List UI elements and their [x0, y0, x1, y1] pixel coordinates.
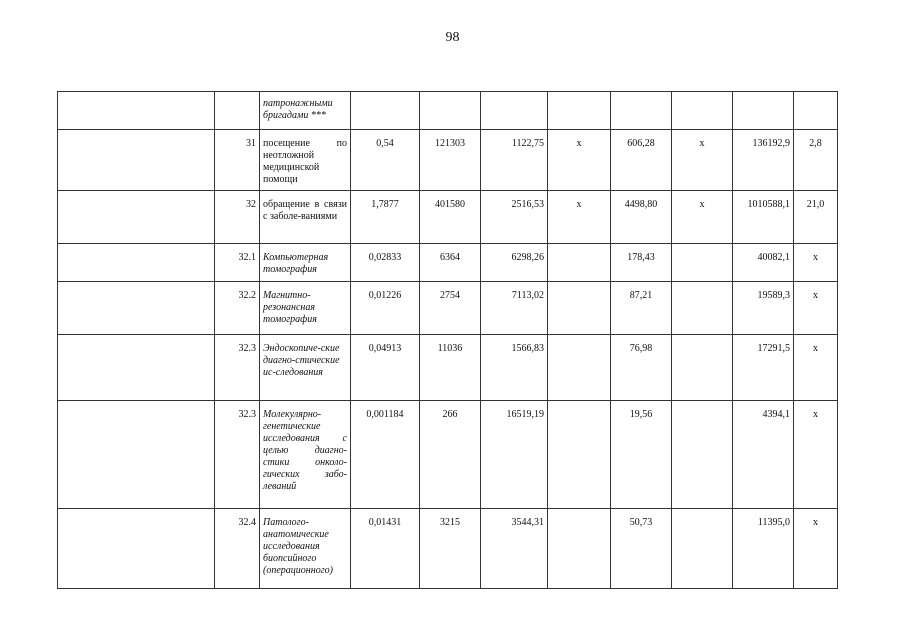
- table-row: [58, 401, 838, 509]
- value-cell: 6364: [420, 244, 481, 282]
- value-cell: х: [672, 130, 733, 191]
- value-cell: [481, 92, 548, 130]
- row-number-cell: 32.1: [215, 244, 260, 282]
- empty-cell: [58, 282, 215, 335]
- value-cell: 2516,53: [481, 191, 548, 244]
- row-name-cell: Компьютерная томография: [260, 244, 351, 282]
- value-cell: 1566,83: [481, 335, 548, 401]
- value-cell: [672, 244, 733, 282]
- table-row: [58, 335, 838, 401]
- empty-cell: [58, 130, 215, 191]
- value-cell: 17291,5: [733, 335, 794, 401]
- value-cell: 1,7877: [351, 191, 420, 244]
- empty-cell: [58, 244, 215, 282]
- value-cell: 11395,0: [733, 509, 794, 589]
- value-cell: [420, 92, 481, 130]
- table-row: [58, 244, 838, 282]
- value-cell: [548, 244, 611, 282]
- value-cell: 4394,1: [733, 401, 794, 509]
- value-cell: [611, 92, 672, 130]
- value-cell: 50,73: [611, 509, 672, 589]
- value-cell: 19589,3: [733, 282, 794, 335]
- empty-cell: [58, 401, 215, 509]
- value-cell: х: [548, 130, 611, 191]
- value-cell: 0,02833: [351, 244, 420, 282]
- value-cell: [548, 92, 611, 130]
- value-cell: 266: [420, 401, 481, 509]
- value-cell: 1010588,1: [733, 191, 794, 244]
- value-cell: х: [794, 282, 838, 335]
- row-number-cell: 32: [215, 191, 260, 244]
- table-row: [58, 191, 838, 244]
- row-number-cell: 32.2: [215, 282, 260, 335]
- empty-cell: [58, 191, 215, 244]
- row-name-cell: посещение по неотложной медицинской помощи: [260, 130, 351, 191]
- value-cell: [548, 335, 611, 401]
- table-row: [58, 130, 838, 191]
- value-cell: 0,001184: [351, 401, 420, 509]
- value-cell: 401580: [420, 191, 481, 244]
- row-name-cell: Эндоскопиче-ские диагно-стические ис-следования: [260, 335, 351, 401]
- row-number-cell: 32.3: [215, 401, 260, 509]
- value-cell: [794, 92, 838, 130]
- value-cell: [548, 282, 611, 335]
- table-row: [58, 509, 838, 589]
- value-cell: 606,28: [611, 130, 672, 191]
- value-cell: [672, 282, 733, 335]
- value-cell: х: [794, 335, 838, 401]
- row-number-cell: 32.4: [215, 509, 260, 589]
- value-cell: [672, 401, 733, 509]
- value-cell: 16519,19: [481, 401, 548, 509]
- value-cell: 3215: [420, 509, 481, 589]
- page-number: 98: [445, 30, 460, 45]
- value-cell: 40082,1: [733, 244, 794, 282]
- row-number-cell: 32.3: [215, 335, 260, 401]
- empty-cell: [58, 509, 215, 589]
- table-row: [58, 282, 838, 335]
- value-cell: [672, 335, 733, 401]
- value-cell: х: [794, 401, 838, 509]
- value-cell: 136192,9: [733, 130, 794, 191]
- value-cell: [548, 509, 611, 589]
- value-cell: 0,01431: [351, 509, 420, 589]
- value-cell: [672, 92, 733, 130]
- value-cell: 21,0: [794, 191, 838, 244]
- value-cell: 11036: [420, 335, 481, 401]
- row-name-cell: Молекулярно-генетические исследования с целью диагно-стики онколо-гических забо-леваний: [260, 401, 351, 509]
- value-cell: х: [794, 509, 838, 589]
- value-cell: 7113,02: [481, 282, 548, 335]
- empty-cell: [58, 335, 215, 401]
- table-row: [58, 92, 838, 130]
- row-number-cell: [215, 92, 260, 130]
- value-cell: 2,8: [794, 130, 838, 191]
- value-cell: [733, 92, 794, 130]
- value-cell: 6298,26: [481, 244, 548, 282]
- value-cell: х: [672, 191, 733, 244]
- value-cell: 1122,75: [481, 130, 548, 191]
- value-cell: 19,56: [611, 401, 672, 509]
- value-cell: 76,98: [611, 335, 672, 401]
- empty-cell: [58, 92, 215, 130]
- value-cell: [548, 401, 611, 509]
- data-table: [57, 91, 838, 589]
- value-cell: 121303: [420, 130, 481, 191]
- value-cell: 3544,31: [481, 509, 548, 589]
- row-number-cell: 31: [215, 130, 260, 191]
- row-name-cell: Патолого-анатомические исследования биопсийного (операционного): [260, 509, 351, 589]
- row-name-cell: Магнитно-резонансная томография: [260, 282, 351, 335]
- row-name-cell: обращение в связи с заболе-ваниями: [260, 191, 351, 244]
- value-cell: [672, 509, 733, 589]
- value-cell: 2754: [420, 282, 481, 335]
- value-cell: 0,54: [351, 130, 420, 191]
- value-cell: 178,43: [611, 244, 672, 282]
- value-cell: [351, 92, 420, 130]
- value-cell: 0,01226: [351, 282, 420, 335]
- value-cell: 0,04913: [351, 335, 420, 401]
- value-cell: х: [794, 244, 838, 282]
- row-name-cell: патронажными бригадами ***: [260, 92, 351, 130]
- value-cell: 4498,80: [611, 191, 672, 244]
- value-cell: х: [548, 191, 611, 244]
- value-cell: 87,21: [611, 282, 672, 335]
